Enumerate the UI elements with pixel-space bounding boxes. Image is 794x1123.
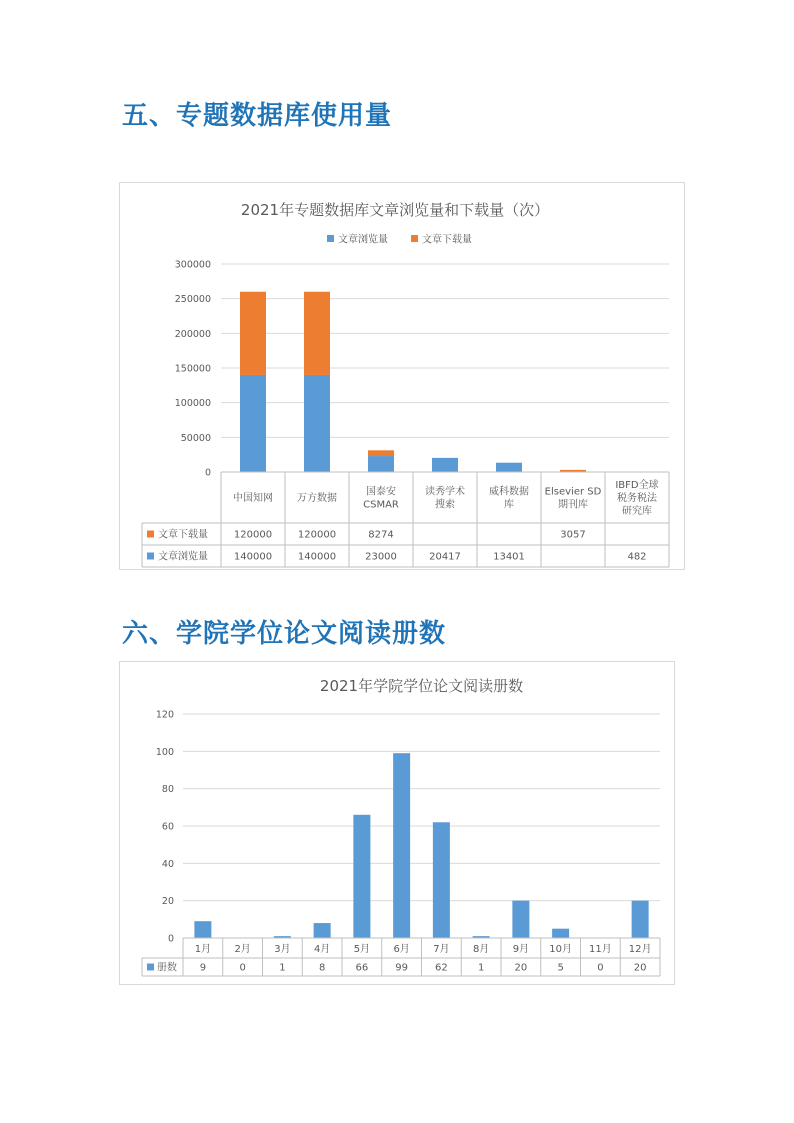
data-cell: 8274 (368, 529, 394, 541)
x-category-label: 研究库 (622, 506, 652, 517)
data-cell: 62 (435, 962, 448, 974)
data-cell: 120000 (297, 529, 337, 541)
x-category-label: 国泰安 (366, 486, 396, 498)
bar-1-0 (240, 292, 266, 375)
data-cell: 13401 (493, 551, 525, 563)
data-cell: 23000 (365, 551, 397, 563)
data-cell: 20 (514, 962, 528, 974)
bar-0 (194, 921, 211, 938)
x-category-label: CSMAR (363, 499, 399, 511)
x-category-label: 2月 (234, 944, 251, 955)
x-category-label: 6月 (393, 944, 410, 955)
x-category-label: 4月 (313, 944, 331, 955)
data-cell: 1 (477, 962, 485, 974)
x-category-label: Elsevier SD (544, 486, 602, 498)
x-category-label: IBFD全球 (615, 480, 659, 491)
x-category-label: 1月 (194, 944, 212, 955)
data-cell: 9 (199, 962, 207, 974)
chart-title: 2021年专题数据库文章浏览量和下载量（次） (240, 201, 550, 219)
table-row-label: 册数 (157, 962, 177, 974)
data-cell: 99 (395, 962, 408, 974)
x-category-label: 读秀学术 (425, 486, 465, 498)
data-cell: 140000 (297, 551, 337, 563)
x-category-label: 10月 (549, 944, 572, 955)
data-cell: 20417 (429, 551, 461, 563)
database-usage-chart-svg (120, 183, 684, 569)
bar-1-1 (304, 292, 330, 375)
y-tick-label: 20 (161, 896, 174, 908)
x-category-label: 3月 (274, 944, 291, 955)
data-cell: 120000 (233, 529, 273, 541)
y-tick-label: 300000 (174, 259, 211, 271)
thesis-reading-chart-svg (120, 662, 674, 984)
bar-0-3 (432, 458, 458, 472)
x-category-label: 中国知网 (233, 493, 273, 504)
x-category-label: 万方数据 (297, 493, 337, 504)
x-category-label: 期刊库 (558, 499, 588, 511)
table-row-label: 文章下载量 (158, 529, 208, 541)
table-legend-key-0 (147, 553, 154, 560)
y-tick-label: 60 (161, 821, 174, 833)
table-legend-key-1 (147, 531, 154, 538)
x-category-label: 9月 (512, 944, 530, 955)
section-title-thesis-reading: 六、学院学位论文阅读册数 (122, 619, 447, 649)
data-cell: 0 (597, 962, 604, 974)
bar-5 (393, 753, 410, 938)
x-category-label: 8月 (472, 944, 490, 955)
data-cell: 1 (279, 962, 286, 974)
y-tick-label: 80 (161, 784, 174, 796)
data-cell: 8 (318, 962, 326, 974)
data-cell: 5 (557, 962, 564, 974)
legend-swatch-1 (411, 235, 418, 242)
x-category-label: 库 (504, 499, 514, 511)
bar-3 (314, 923, 331, 938)
data-cell: 3057 (560, 529, 586, 541)
y-tick-label: 200000 (174, 328, 211, 340)
y-tick-label: 50000 (180, 432, 211, 444)
legend-label-0: 文章浏览量 (338, 234, 388, 246)
bar-0-0 (240, 375, 266, 472)
section-title-database-usage: 五、专题数据库使用量 (122, 101, 393, 131)
x-category-label: 7月 (433, 944, 450, 955)
x-category-label: 11月 (589, 944, 612, 955)
data-cell: 20 (633, 962, 647, 974)
data-cell: 0 (239, 962, 246, 974)
bar-6 (433, 822, 450, 938)
x-category-label: 税务税法 (617, 493, 657, 504)
bar-1-2 (368, 450, 394, 456)
data-cell: 66 (355, 962, 369, 974)
data-cell: 140000 (233, 551, 273, 563)
bar-11 (632, 901, 649, 938)
data-cell: 482 (627, 551, 647, 563)
database-usage-chart (119, 182, 685, 570)
table-row-label: 文章浏览量 (158, 551, 208, 563)
table-legend-key (147, 964, 154, 971)
y-tick-label: 120 (155, 709, 174, 721)
bar-4 (353, 815, 370, 938)
x-category-label: 12月 (628, 944, 652, 955)
legend-label-1: 文章下载量 (422, 234, 472, 246)
x-category-label: 威科数据 (489, 486, 529, 498)
bar-0-4 (496, 463, 522, 472)
x-category-label: 搜索 (435, 499, 455, 511)
y-tick-label: 40 (161, 858, 174, 870)
x-category-label: 5月 (353, 944, 371, 955)
y-tick-label: 100000 (174, 398, 211, 410)
bar-0-2 (368, 456, 394, 472)
bar-9 (552, 929, 569, 938)
bar-0-1 (304, 375, 330, 472)
y-tick-label: 150000 (174, 363, 211, 375)
y-tick-label: 250000 (174, 294, 211, 306)
chart-title: 2021年学院学位论文阅读册数 (319, 677, 524, 695)
bar-8 (512, 901, 529, 938)
legend-swatch-0 (327, 235, 334, 242)
thesis-reading-chart (119, 661, 675, 985)
y-tick-label: 0 (204, 467, 211, 479)
y-tick-label: 0 (167, 933, 174, 945)
y-tick-label: 100 (155, 746, 174, 758)
